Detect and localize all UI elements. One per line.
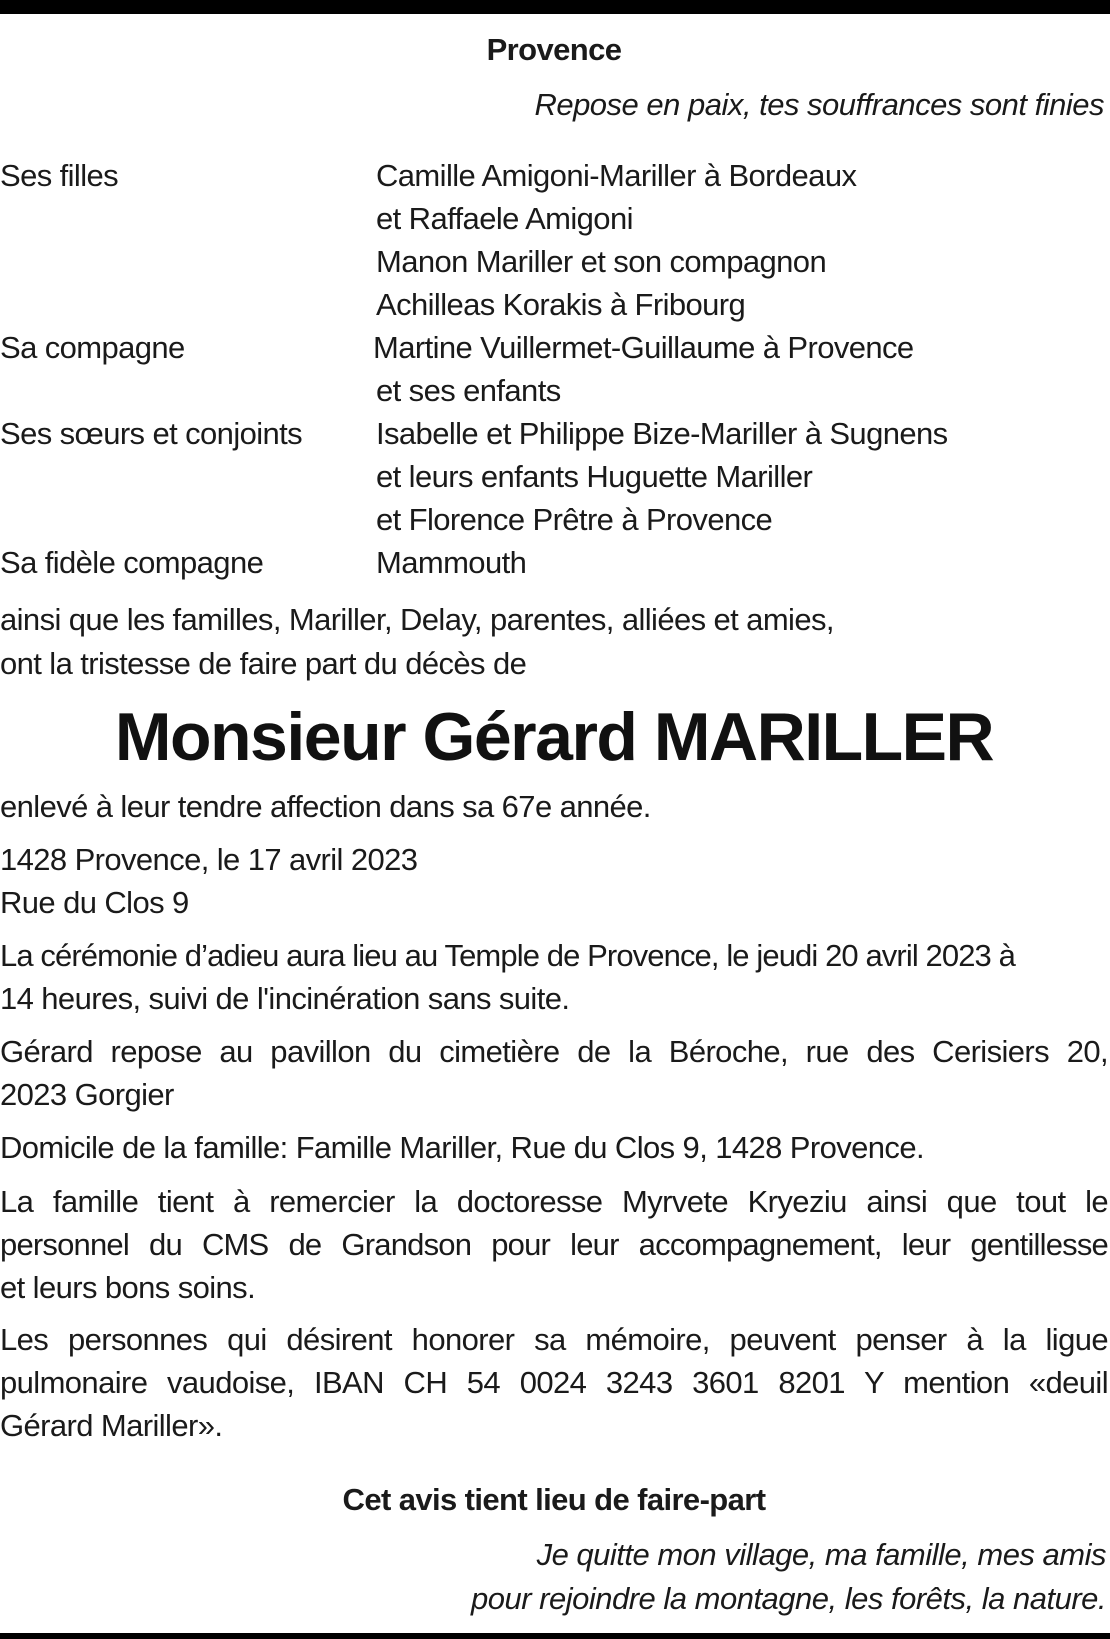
family-row-pet xyxy=(0,541,1108,584)
deceased-name: Monsieur Gérard MARILLER xyxy=(114,699,994,775)
family-label: Ses filles xyxy=(0,158,119,193)
thanks-line: personnel du CMS de Grandson pour leur accompagnement, leur gentillesse xyxy=(0,1227,1108,1262)
place-date: 1428 Provence, le 17 avril 2023 xyxy=(0,842,418,877)
ceremony-line: 14 heures, suivi de l'incinération sans suite. xyxy=(0,981,570,1016)
closing-motto-line: Je quitte mon village, ma famille, mes amis xyxy=(536,1537,1106,1572)
donation-line: Gérard Mariller». xyxy=(0,1408,223,1443)
family-name-line: et Florence Prêtre à Provence xyxy=(376,502,773,537)
notice-place-heading: Provence xyxy=(486,32,622,67)
family-name-line: Isabelle et Philippe Bize-Mariller à Sugnens xyxy=(376,416,948,451)
age-paragraph xyxy=(0,785,1108,828)
family-names xyxy=(376,154,1108,326)
thanks-line: et leurs bons soins. xyxy=(0,1270,256,1305)
intro-line: ainsi que les familles, Mariller, Delay, parentes, alliées et amies, xyxy=(0,602,834,637)
closing-motto-line: pour rejoindre la montagne, les forêts, la nature. xyxy=(471,1581,1106,1616)
rest-place-paragraph xyxy=(0,1030,1108,1116)
family-names xyxy=(376,541,1108,584)
family-row-daughters xyxy=(0,154,1108,326)
top-border-rule xyxy=(0,0,1110,14)
donation-line: pulmonaire vaudoise, IBAN CH 54 0024 3243 3601 8201 Y mention «deuil xyxy=(0,1365,1108,1400)
closing-statement: Cet avis tient lieu de faire-part xyxy=(342,1482,766,1517)
family-name-line: et Raffaele Amigoni xyxy=(376,201,633,236)
family-label: Sa fidèle compagne xyxy=(0,545,264,580)
thanks-paragraph xyxy=(0,1180,1108,1309)
place-date-paragraph xyxy=(0,838,1108,924)
family-row-partner xyxy=(0,326,1108,412)
family-name-line: et leurs enfants Huguette Mariller xyxy=(376,459,813,494)
family-names xyxy=(373,326,1108,412)
address: Rue du Clos 9 xyxy=(0,885,189,920)
family-row-sisters xyxy=(0,412,1108,541)
ceremony-line: La cérémonie d’adieu aura lieu au Temple de Provence, le jeudi 20 avril 2023 à xyxy=(0,938,1015,973)
domicile-text: Domicile de la famille: Famille Mariller, Rue du Clos 9, 1428 Provence. xyxy=(0,1130,924,1165)
donation-paragraph xyxy=(0,1318,1108,1447)
family-list xyxy=(0,154,1108,584)
family-name-line: Achilleas Korakis à Fribourg xyxy=(376,287,746,322)
donation-line: Les personnes qui désirent honorer sa mémoire, peuvent penser à la ligue xyxy=(0,1322,1108,1357)
family-label: Sa compagne xyxy=(0,330,185,365)
family-label: Ses sœurs et conjoints xyxy=(0,416,303,451)
family-names xyxy=(376,412,1108,541)
family-name-line: Manon Mariller et son compagnon xyxy=(376,244,827,279)
family-name-line: Mammouth xyxy=(376,545,527,580)
intro-text xyxy=(0,598,834,686)
family-name-line: Camille Amigoni-Mariller à Bordeaux xyxy=(376,158,857,193)
opening-motto: Repose en paix, tes souffrances sont finies xyxy=(534,87,1104,122)
ceremony-paragraph xyxy=(0,934,1108,1020)
intro-line: ont la tristesse de faire part du décès de xyxy=(0,646,527,681)
domicile-paragraph xyxy=(0,1126,1108,1169)
family-name-line: Martine Vuillermet-Guillaume à Provence xyxy=(373,330,914,365)
rest-place-line: Gérard repose au pavillon du cimetière de la Béroche, rue des Cerisiers 20, xyxy=(0,1034,1108,1069)
closing-motto xyxy=(471,1533,1106,1621)
family-name-line: et ses enfants xyxy=(376,373,561,408)
bottom-border-rule xyxy=(0,1633,1110,1639)
age-text: enlevé à leur tendre affection dans sa 67e année. xyxy=(0,789,651,824)
rest-place-line: 2023 Gorgier xyxy=(0,1077,174,1112)
thanks-line: La famille tient à remercier la doctoresse Myrvete Kryeziu ainsi que tout le xyxy=(0,1184,1108,1219)
